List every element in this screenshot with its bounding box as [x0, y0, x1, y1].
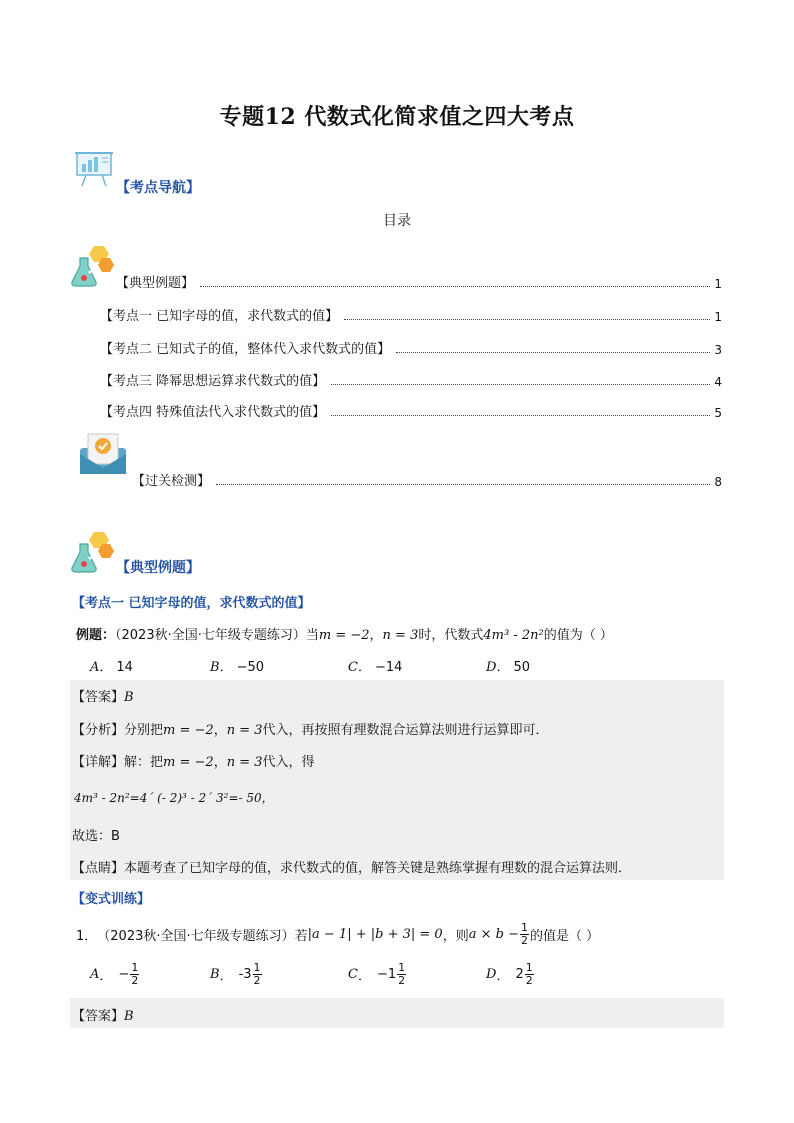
fraction — [520, 922, 529, 947]
toc-leader — [216, 483, 710, 485]
fraction-numerator: 1 — [253, 961, 261, 974]
fraction-numerator: 1 — [131, 961, 139, 974]
option-letter: B — [210, 660, 220, 675]
answer-value: B — [124, 1009, 134, 1024]
toc-item-kaodian4[interactable] — [100, 401, 722, 420]
toc-page-number: 5 — [714, 406, 722, 420]
question-number: 1． — [76, 929, 98, 944]
option-value: −14 — [374, 660, 403, 675]
analysis-label: 【分析】 — [72, 723, 125, 738]
example-source: （2023秋·全国·七年级专题练习）当 — [115, 628, 319, 643]
fraction — [130, 962, 139, 987]
answer-label: 【答案】 — [72, 690, 125, 705]
detail-sep: ， — [213, 755, 227, 770]
fraction-denominator: 2 — [520, 934, 528, 947]
fraction-denominator: 2 — [131, 974, 139, 987]
fraction-denominator: 2 — [525, 974, 533, 987]
example-n: n = 3 — [382, 628, 419, 643]
detail-n: n = 3 — [226, 755, 263, 770]
toc-page-number: 8 — [714, 475, 722, 489]
q1-option-d[interactable]: D ． 2 $\frac{1}{2}$ — [486, 961, 533, 987]
toc-leader — [344, 318, 710, 320]
question-condition: |a − 1| + |b + 3| = 0 — [307, 927, 443, 942]
analysis-sep: ， — [213, 723, 227, 738]
checklist-icon — [78, 432, 128, 476]
toc-item-label: 【过关检测】 — [132, 474, 211, 489]
nav-label: 【考点导航】 — [116, 180, 200, 196]
option-letter: A — [90, 967, 100, 982]
example-prefix: 例题： — [76, 628, 116, 643]
fraction — [397, 962, 406, 987]
answer-block — [70, 680, 724, 880]
option-letter: A — [90, 660, 100, 675]
toc-item-label: 【考点三 降幂思想运算求代数式的值】 — [100, 374, 326, 389]
option-a[interactable]: A． 14 — [90, 660, 133, 675]
toc-item-kaodian1[interactable] — [100, 305, 722, 324]
toc-item-examples[interactable] — [116, 272, 722, 291]
toc-page-number: 1 — [714, 310, 722, 324]
toc-leader — [396, 351, 710, 353]
page-title: 专题12 代数式化简求值之四大考点 — [219, 104, 575, 130]
toc-page-number: 1 — [714, 277, 722, 291]
option-letter: C — [348, 660, 358, 675]
option-whole: -3 — [238, 967, 252, 982]
toc-heading: 目录 — [383, 213, 411, 229]
option-whole: 2 — [515, 967, 524, 982]
example-mid: 时，代数式 — [418, 628, 484, 643]
fraction-numerator: 1 — [525, 961, 533, 974]
flask-icon — [70, 530, 116, 574]
calc-line: 4m³ - 2n²=4´ (- 2)³ - 2´ 3²=- 50， — [74, 791, 274, 805]
option-value: 50 — [513, 660, 530, 675]
toc-leader — [331, 414, 710, 416]
detail-label: 【详解】 — [72, 755, 125, 770]
answer-label: 【答案】 — [72, 1009, 125, 1024]
question-source: （2023秋·全国·七年级专题练习）若 — [97, 929, 308, 944]
option-letter: C — [348, 967, 358, 982]
question-suffix: 的值是（ ） — [529, 929, 600, 944]
toc-item-kaodian3[interactable] — [100, 370, 722, 389]
variant-heading: 【变式训练】 — [72, 892, 151, 907]
option-d[interactable]: D． 50 — [486, 660, 530, 675]
fraction — [253, 962, 262, 987]
kaodian-heading: 【考点一 已知字母的值，求代数式的值】 — [72, 596, 311, 611]
example-sep: ， — [369, 628, 383, 643]
analysis-text-end: 代入，再按照有理数混合运算法则进行运算即可． — [262, 723, 549, 738]
q1-option-b[interactable]: B ． -3 $\frac{1}{2}$ — [210, 961, 261, 987]
comment-line — [72, 857, 631, 876]
presentation-board-icon — [74, 150, 114, 188]
toc-page-number: 3 — [714, 343, 722, 357]
option-value: −50 — [236, 660, 265, 675]
example-suffix: 的值为（ ） — [543, 628, 613, 643]
toc-item-label: 【典型例题】 — [116, 276, 195, 291]
analysis-text: 分别把 — [124, 723, 164, 738]
q1-option-a[interactable]: A ． − $\frac{1}{2}$ — [90, 961, 139, 987]
detail-text: 解：把 — [124, 755, 164, 770]
q1-answer-line — [72, 1005, 134, 1024]
fraction-numerator: 1 — [398, 961, 406, 974]
variant-question-1 — [76, 922, 599, 947]
question-expr: a × b − — [468, 927, 519, 942]
answer-value: B — [124, 690, 134, 705]
answer-line — [72, 686, 134, 705]
section-heading: 【典型例题】 — [116, 560, 200, 576]
toc-leader — [331, 383, 710, 385]
fraction-denominator: 2 — [253, 974, 261, 987]
option-letter: D — [486, 967, 497, 982]
option-whole: − — [118, 967, 130, 982]
option-letter: B — [210, 967, 220, 982]
fraction-numerator: 1 — [520, 921, 528, 934]
choose-line: 故选：B — [72, 829, 120, 844]
example-m: m = −2 — [318, 628, 370, 643]
comment-text: 本题考查了已知字母的值，求代数式的值，解答关键是熟练掌握有理数的混合运算法则． — [124, 861, 632, 876]
detail-line — [72, 751, 315, 770]
fraction — [525, 962, 534, 987]
toc-item-test[interactable] — [132, 470, 722, 489]
option-whole: −1 — [376, 967, 397, 982]
flask-icon — [70, 244, 116, 288]
option-c[interactable]: C． −14 — [348, 660, 403, 675]
analysis-m: m = −2 — [163, 723, 214, 738]
option-letter: D — [486, 660, 497, 675]
toc-page-number: 4 — [714, 375, 722, 389]
analysis-n: n = 3 — [226, 723, 263, 738]
answer-block — [70, 998, 724, 1028]
detail-text-end: 代入，得 — [262, 755, 315, 770]
analysis-line — [72, 719, 549, 738]
toc-item-kaodian2[interactable] — [100, 338, 722, 357]
detail-m: m = −2 — [163, 755, 214, 770]
example-expr: 4m³ - 2n² — [483, 628, 544, 643]
q1-option-c[interactable]: C ． −1 $\frac{1}{2}$ — [348, 961, 406, 987]
toc-item-label: 【考点四 特殊值法代入求代数式的值】 — [100, 405, 326, 420]
toc-item-label: 【考点二 已知式子的值，整体代入求代数式的值】 — [100, 342, 391, 357]
option-value: 14 — [116, 660, 133, 675]
toc-item-label: 【考点一 已知字母的值，求代数式的值】 — [100, 309, 339, 324]
option-b[interactable]: B． −50 — [210, 660, 265, 675]
question-mid: ，则 — [442, 929, 469, 944]
fraction-denominator: 2 — [398, 974, 406, 987]
toc-leader — [200, 285, 710, 287]
example-question — [76, 624, 613, 643]
comment-label: 【点睛】 — [72, 861, 125, 876]
